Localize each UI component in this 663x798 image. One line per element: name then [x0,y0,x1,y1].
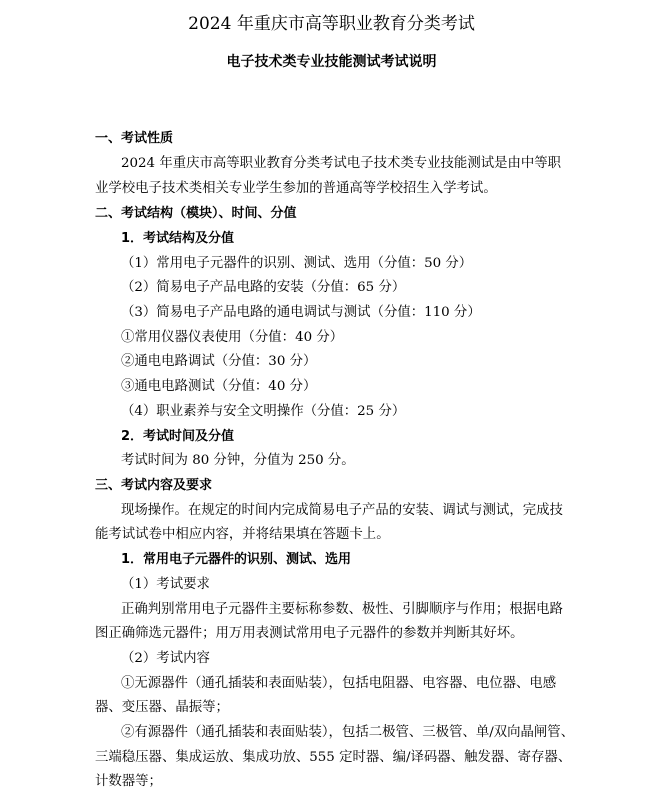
structure-item: （2）简易电子产品电路的安装（分值：65 分） [121,280,406,295]
structure-item: （1）常用电子元器件的识别、测试、选用（分值：50 分） [121,256,473,271]
structure-subitem: ①常用仪器仪表使用（分值：40 分） [121,330,344,345]
requirement-line: 正确判别常用电子元器件主要标称参数、极性、引脚顺序与作用；根据电路 [121,602,563,617]
content-line: 器、变压器、晶振等； [95,700,229,715]
section-3-heading: 三、考试内容及要求 [95,478,213,493]
section-1-heading: 一、考试性质 [95,131,174,146]
section-2-subheading: 2．考试时间及分值 [121,429,235,444]
structure-item: （4）职业素养与安全文明操作（分值：25 分） [121,404,406,419]
content-line: ②有源器件（通孔插装和表面贴装），包括二极管、三极管、单/双向晶闸管、 [121,725,575,740]
structure-subitem: ②通电电路调试（分值：30 分） [121,354,317,369]
section-2-subheading: 1．考试结构及分值 [121,231,235,246]
structure-subitem: ③通电电路测试（分值：40 分） [121,379,317,394]
section-1-paragraph-line: 业学校电子技术类相关专业学生参加的普通高等学校招生入学考试。 [95,181,497,196]
document-title: 2024 年重庆市高等职业教育分类考试 [188,14,475,34]
section-1-paragraph-line: 2024 年重庆市高等职业教育分类考试电子技术类专业技能测试是由中等职 [121,156,562,171]
content-line: 三端稳压器、集成运放、集成功放、555 定时器、编/译码器、触发器、寄存器、 [95,750,572,765]
requirement-label: （1）考试要求 [121,577,210,592]
section-3-paragraph-line: 能考试试卷中相应内容，并将结果填在答题卡上。 [95,527,390,542]
requirement-line: 图正确筛选元器件；用万用表测试常用电子元器件的参数并判断其好坏。 [95,626,524,641]
structure-item: （3）简易电子产品电路的通电调试与测试（分值：110 分） [121,305,481,320]
content-label: （2）考试内容 [121,651,210,666]
content-line: ①无源器件（通孔插装和表面贴装），包括电阻器、电容器、电位器、电感 [121,676,557,691]
section-3-subheading: 1．常用电子元器件的识别、测试、选用 [121,552,352,567]
time-text: 考试时间为 80 分钟，分值为 250 分。 [121,453,355,468]
content-line: 计数器等； [95,774,162,789]
document-subtitle: 电子技术类专业技能测试考试说明 [226,54,437,70]
section-2-heading: 二、考试结构（模块）、时间、分值 [95,206,297,221]
section-3-paragraph-line: 现场操作。在规定的时间内完成简易电子产品的安装、调试与测试，完成技 [121,503,563,518]
